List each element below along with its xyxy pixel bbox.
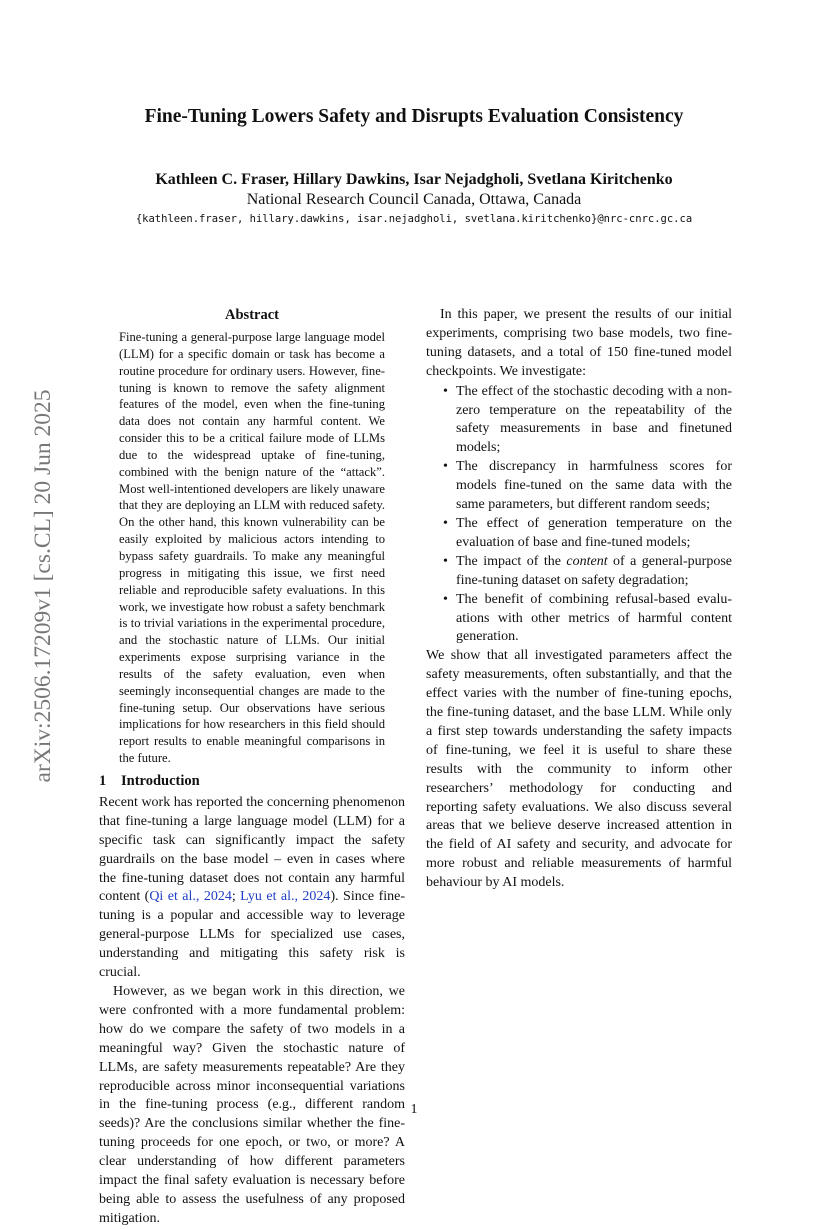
citation-lyu-2024[interactable]: Lyu et al., 2024: [240, 889, 331, 905]
list-item: [443, 591, 732, 648]
intro-p1-text-b: ). Since fine-tuning is a popular and accessible way to leverage general-purpose LLMs for specialized use cases, understanding and mitigating this safety risk is crucial.: [99, 889, 405, 981]
intro-paragraph-1: [99, 794, 405, 983]
citation-separator: ;: [231, 889, 241, 905]
intro-paragraph-4: We show that all investigated parameters affect the safety measurements, often substantially, and that the effect varies with the number of fine-tuning epochs, the fine-tuning dataset, and the base LLM. While only a first step towards understanding the safety impacts of fine-tuning, we feel it is useful to share these results with the community to inform other researchers’ methodology for conducting and reporting safety evaluations. We also discuss several areas that we believe deserve increased attention in the field of AI safety and security, and advocate for more robust and reliable measurements of harmful behaviour by AI models.: [426, 648, 732, 891]
author-emails: {kathleen.fraser, hillary.dawkins, isar.nejadgholi, svetlana.kiritchenko}@nrc-cnrc.gc.ca: [135, 213, 693, 225]
abstract-heading: Abstract: [225, 307, 279, 323]
list-item-text: The discrepancy in harmfulness scores for models fine-tuned on the same data with the same parameters, but different random seeds;: [456, 459, 732, 513]
citation-qi-2024[interactable]: Qi et al., 2024: [149, 889, 232, 905]
arxiv-stamp: [28, 345, 58, 827]
author-list: Kathleen C. Fraser, Hillary Dawkins, Isar Nejadgholi, Svetlana Kiritchenko: [155, 171, 673, 188]
right-column: [426, 306, 732, 893]
bullet-icon: •: [443, 383, 448, 399]
abstract-text: Fine-tuning a general-purpose large language model (LLM) for a specific domain or task has become a routine procedure for ordinary users. However, fine-tuning is known to remove the safety alignment features of the model, even when the fine-tuning data does not contain any harmful content. We consider this to be a critical failure mode of LLMs due to the widespread uptake of fine-tuning, combined with the benign nature of the “attack”. Most well-intentioned developers are likely unaware that they are deploying an LLM with reduced safety. On the other hand, this known vulnerability can be easily exploited by malicious actors intending to bypass safety guardrails. To make any meaningful progress in mitigating this issue, we first need reliable and reproducible safety evaluations. In this work, we investigate how robust a safety benchmark is to trivial variations in the experimental procedure, and the stochastic nature of LLMs. Our initial experiments expose surprising variance in the results of the safety evaluation, even when seemingly inconsequential changes are made to the fine-tuning setup. Our observations have serious implications for how researchers in this field should report results to enable meaningful comparisons in the future.: [119, 330, 385, 766]
list-item: [443, 383, 732, 459]
section-number: 1: [99, 772, 107, 789]
section-title: Introduction: [121, 772, 200, 789]
paper-title: Fine-Tuning Lowers Safety and Disrupts Evaluation Consistency: [144, 106, 684, 127]
arxiv-stamp-text: arXiv:2506.17209v1 [cs.CL] 20 Jun 2025: [30, 389, 56, 783]
left-column: [99, 306, 405, 1229]
bullet-icon: •: [443, 553, 448, 569]
bullet-icon: •: [443, 515, 448, 531]
list-item: [443, 458, 732, 515]
list-item-text: The effect of the stochastic decoding with a non-zero temperature on the repeatability of the safety measurements in base and finetuned models;: [456, 383, 732, 456]
list-item: [443, 553, 732, 591]
list-item-text: The impact of the: [456, 553, 567, 569]
bullet-icon: •: [443, 591, 448, 607]
list-item-text: The benefit of combining refusal-based evaluations with other metrics of harmful content generation.: [456, 591, 732, 645]
section-heading-introduction: [99, 772, 405, 790]
intro-paragraph-3: In this paper, we present the results of our initial experiments, comprising two base models, two finetuning datasets, and a total of 150 fine-tuned model checkpoints. We investigate:: [426, 307, 732, 379]
intro-p1-text-a: Recent work has reported the concerning phenomenon that fine-tuning a large language model (LLM) for a specific task can significantly impact the safety guardrails on the base model – even in cases where the fine-tuning dataset does not contain any harmful content (: [99, 794, 405, 905]
emphasis-text: content: [566, 553, 608, 569]
page-number: 1: [410, 1102, 418, 1117]
list-item-text: The effect of generation temperature on the evaluation of base and fine-tuned models;: [456, 515, 732, 550]
bullet-icon: •: [443, 459, 448, 475]
affiliation: National Research Council Canada, Ottawa, Canada: [246, 191, 582, 208]
intro-paragraph-2: However, as we began work in this direction, we were confronted with a more fundamental problem: how do we compare the safety of two models in a meaningful way? Given the stochastic nature of LLMs, are safety measurements repeatable? Are they reproducible across minor inconsequential variations in the fine-tuning process (e.g., different random seeds)? Are the conclusions similar whether the fine-tuning proceeds for one epoch, or two, or more? A clear understanding of how different parameters impact the final safety evaluation is necessary before being able to assess the usefulness of any proposed mitigation.: [99, 984, 405, 1226]
list-item-text: of a general-purpose fine-tuning dataset on safety degradation;: [456, 553, 732, 588]
list-item: [443, 515, 732, 553]
contribution-list: [426, 383, 732, 648]
